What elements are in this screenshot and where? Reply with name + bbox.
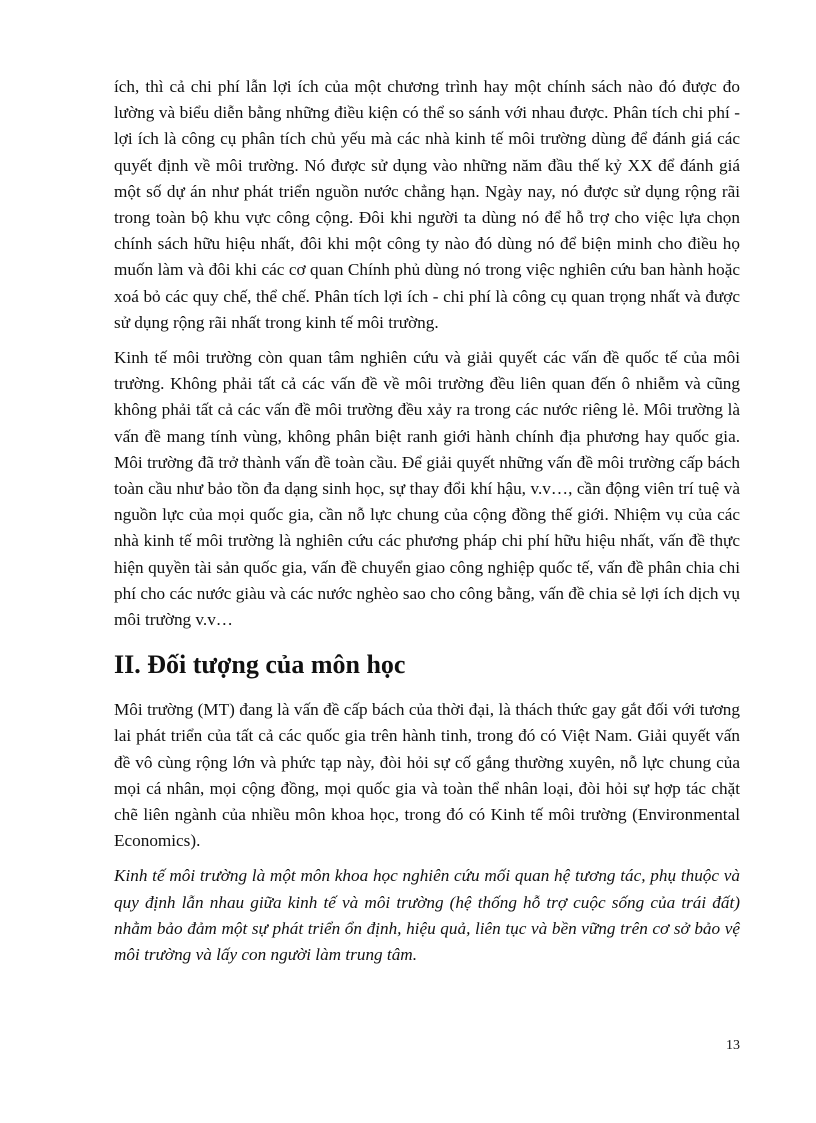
section-heading: II. Đối tượng của môn học	[114, 650, 406, 680]
page-number: 13	[726, 1038, 740, 1053]
paragraph-definition: Kinh tế môi trường là một môn khoa học nghiên cứu mối quan hệ tương tác, phụ thuộc và quy định lẫn nhau giữa kinh tế và môi trường (hệ thống hỗ trợ cuộc sống của trái đất) nhằm bảo đảm một sự phát triển ổn định, hiệu quả, liên tục và bền vững trên cơ sở bảo vệ môi trường và lấy con người làm trung tâm.	[114, 866, 740, 965]
paragraph-international-issues: Kinh tế môi trường còn quan tâm nghiên cứu và giải quyết các vấn đề quốc tế của môi trường. Không phải tất cả các vấn đề về môi trường đều liên quan đến ô nhiễm và cũng không phải tất cả các vấn đề môi trường đều xảy ra trong các nước riêng lẻ. Môi trường là vấn đề mang tính vùng, không phân biệt ranh giới hành chính địa phương hay quốc gia. Môi trường đã trở thành vấn đề toàn cầu. Để giải quyết những vấn đề môi trường cấp bách toàn cầu như bảo tồn đa dạng sinh học, sự thay đổi khí hậu, v.v…, cần động viên trí tuệ và nguồn lực của mọi quốc gia, cần nỗ lực chung của cộng đồng thế giới. Nhiệm vụ của các nhà kinh tế môi trường là nghiên cứu các phương pháp chi phí hữu hiệu nhất, vấn đề thực hiện quyền tài sản quốc gia, vấn đề chuyển giao công nghiệp quốc tế, vấn đề phân chia chi phí cho các nước giàu và các nước nghèo sao cho công bằng, vấn đề chia sẻ lợi ích dịch vụ môi trường v.v…	[114, 348, 740, 630]
paragraph-cost-benefit: ích, thì cả chi phí lẫn lợi ích của một chương trình hay một chính sách nào đó được đo lường và biểu diễn bằng những điều kiện có thể so sánh với nhau được. Phân tích chi phí - lợi ích là công cụ phân tích chủ yếu mà các nhà kinh tế môi trường dùng để đánh giá các quyết định về môi trường. Nó được sử dụng vào những năm đầu thế kỷ XX để đánh giá một số dự án như phát triển nguồn nước chẳng hạn. Ngày nay, nó được sử dụng rộng rãi trong toàn bộ khu vực công cộng. Đôi khi người ta dùng nó để hỗ trợ cho việc lựa chọn chính sách hữu hiệu nhất, đôi khi một công ty nào đó dùng nó để biện minh cho điều họ muốn làm và đôi khi các cơ quan Chính phủ dùng nó trong việc nghiên cứu ban hành hoặc xoá bỏ các quy chế, thể chế. Phân tích lợi ích - chi phí là công cụ quan trọng nhất và được sử dụng rộng rãi nhất trong kinh tế môi trường.	[114, 77, 740, 332]
paragraph-subject-intro: Môi trường (MT) đang là vấn đề cấp bách của thời đại, là thách thức gay gắt đối với tương lai phát triển của tất cả các quốc gia trên hành tinh, trong đó có Việt Nam. Giải quyết vấn đề vô cùng rộng lớn và phức tạp này, đòi hỏi sự cố gắng thường xuyên, nỗ lực chung của mọi cá nhân, mọi cộng đồng, mọi quốc gia và toàn thể nhân loại, đòi hỏi sự hợp tác chặt chẽ liên ngành của nhiều môn khoa học, trong đó có Kinh tế môi trường (Environmental Economics).	[114, 700, 740, 851]
page-body	[114, 74, 740, 968]
